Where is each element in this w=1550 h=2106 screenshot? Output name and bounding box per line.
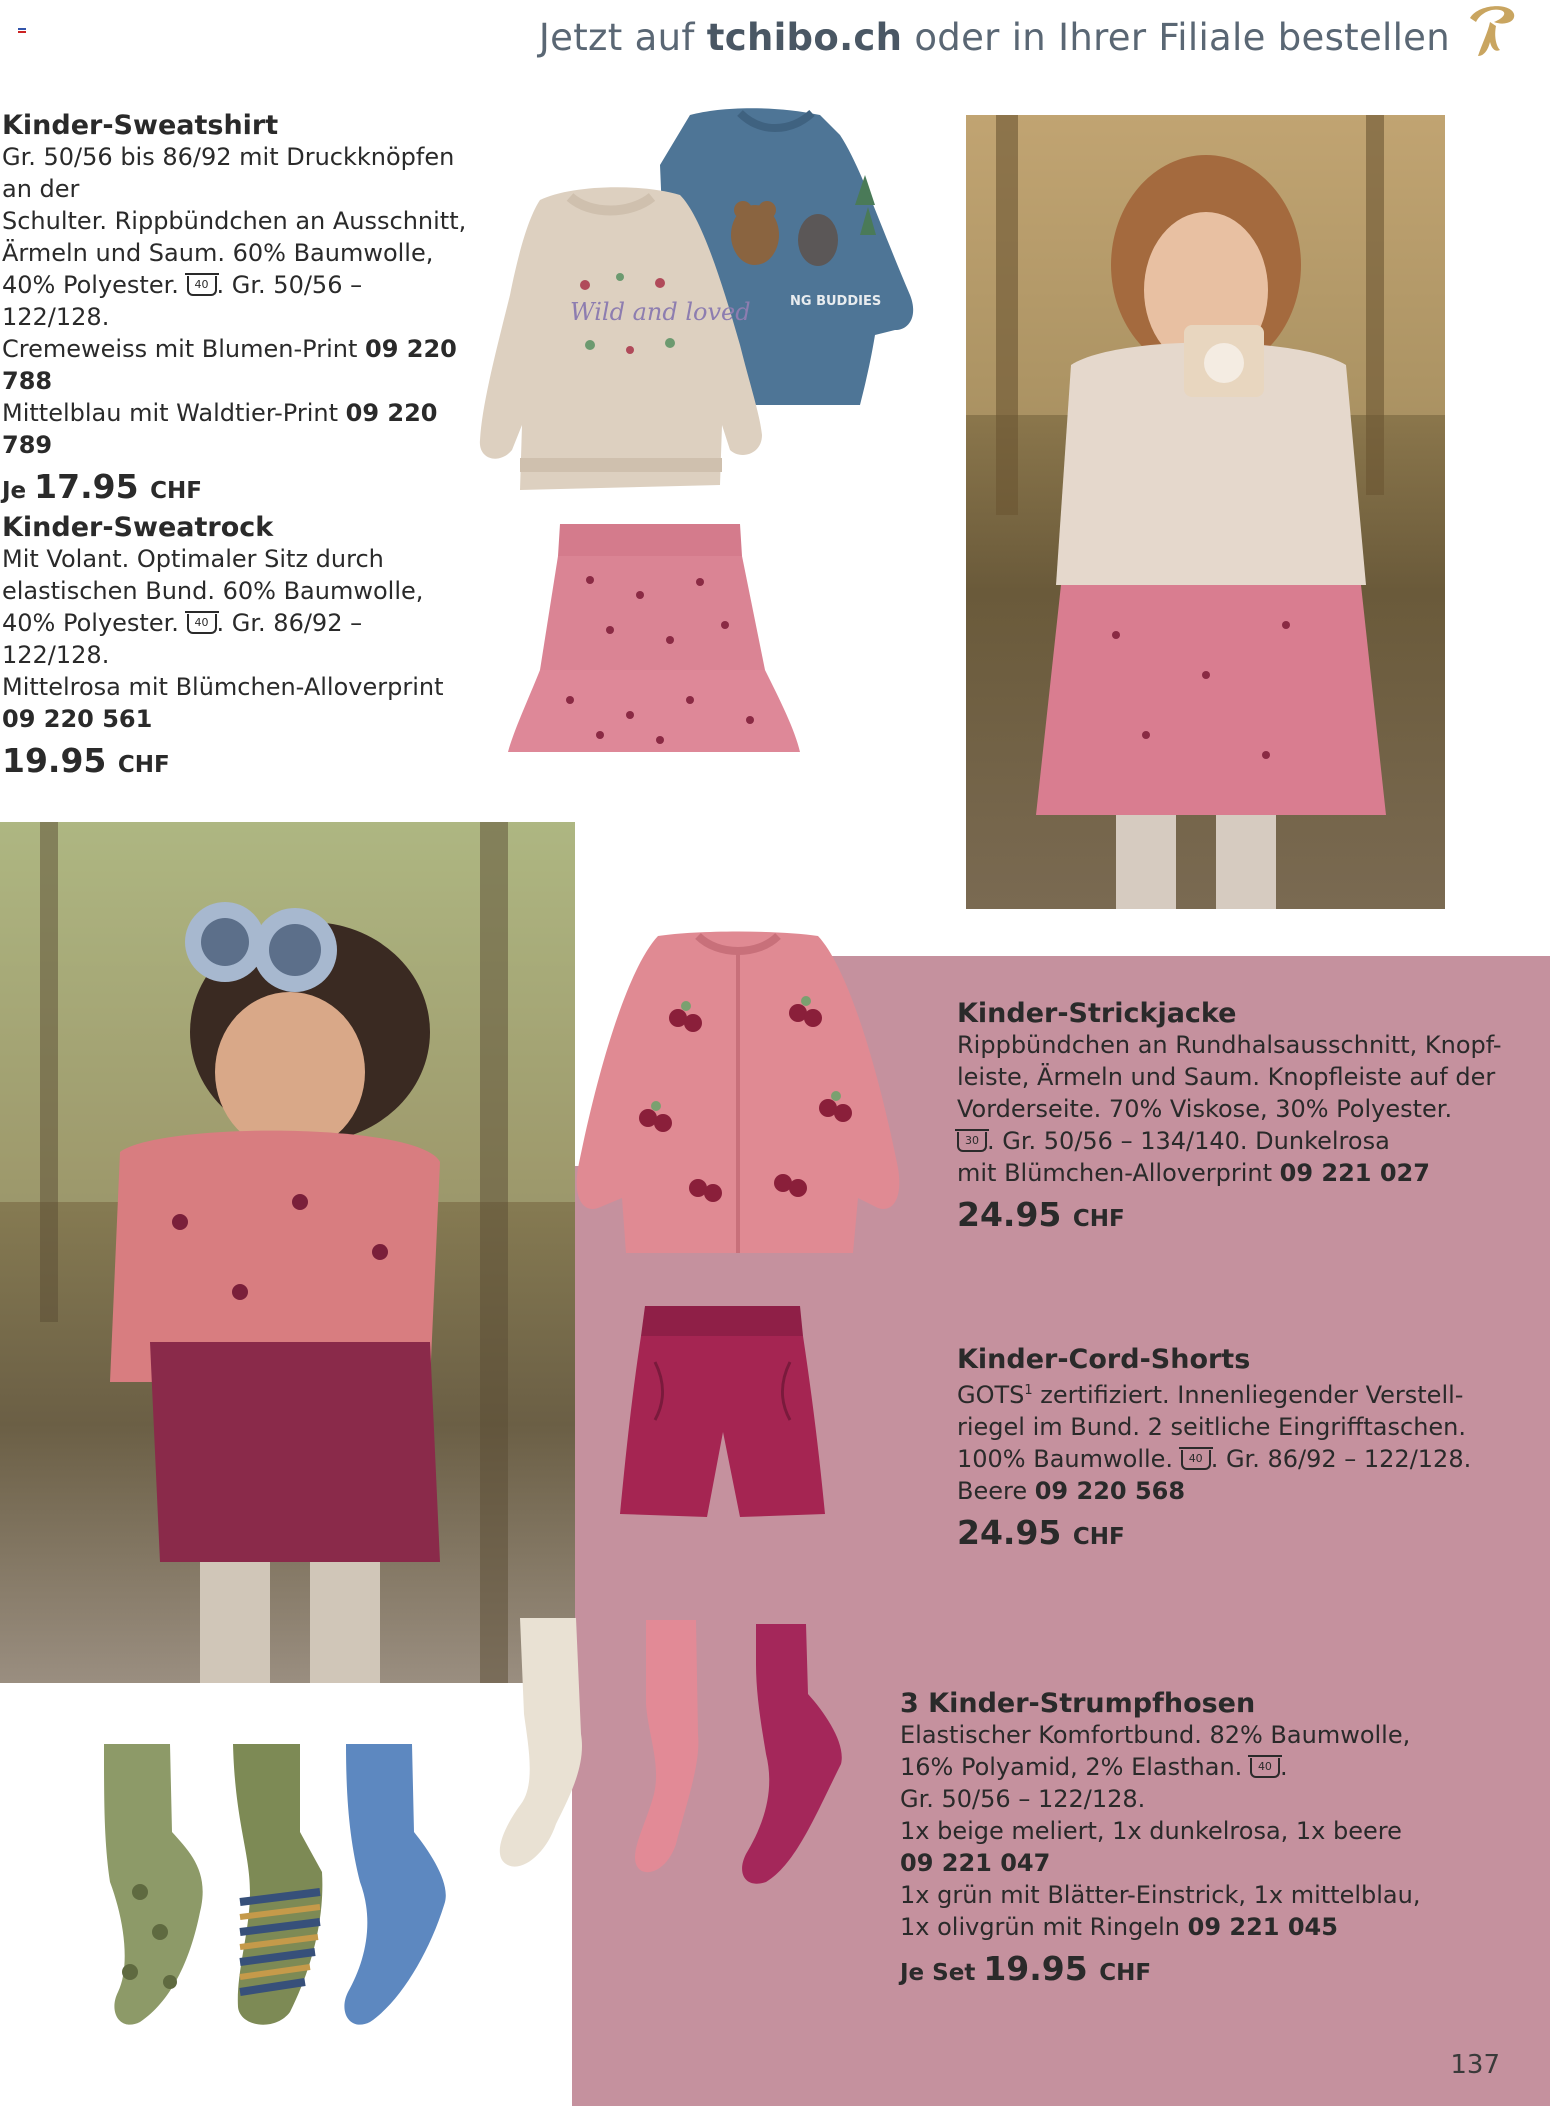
product-price	[2, 741, 472, 780]
price-currency: CHF	[1072, 1524, 1125, 1550]
strumpfhosen-set-2-image[interactable]	[100, 1742, 450, 2032]
strickjacke-product-image[interactable]	[548, 928, 928, 1258]
price-value: 24.95	[957, 1195, 1062, 1234]
product-care-line	[2, 269, 472, 333]
product-variant-line	[2, 397, 472, 461]
sweatshirt-print-front: Wild and loved	[570, 298, 751, 326]
sweatshirt-print-back: NG BUDDIES	[790, 294, 882, 309]
price-value: 24.95	[957, 1513, 1062, 1552]
product-title: Kinder-Sweatshirt	[2, 110, 279, 141]
gots-label: GOTS	[957, 1381, 1025, 1409]
care-pre: 16% Polyamid, 2% Elasthan.	[900, 1753, 1250, 1781]
product-cordshorts	[957, 1344, 1517, 1552]
product-title: Kinder-Sweatrock	[2, 512, 274, 543]
article-number: 09 220 568	[1034, 1477, 1186, 1505]
product-desc-line	[957, 1375, 1517, 1411]
page-number: 137	[1450, 2050, 1500, 2080]
product-care-line	[957, 1125, 1517, 1157]
product-desc-line: Gr. 50/56 – 122/128.	[900, 1785, 1146, 1813]
desc-text: zertifiziert. Innenliegender Verstell-	[1032, 1381, 1464, 1409]
sweatshirt-product-image[interactable]	[440, 105, 995, 500]
flag-icon	[18, 18, 26, 23]
care-post: . Gr. 50/56 – 134/140. Dunkelrosa	[987, 1127, 1390, 1155]
product-desc-line: leiste, Ärmeln und Saum. Knopfleiste auf der	[957, 1063, 1496, 1091]
product-care-line	[957, 1443, 1517, 1475]
variant-label: 1x olivgrün mit Ringeln	[900, 1913, 1188, 1941]
product-desc-line: riegel im Bund. 2 seitliche Eingrifftaschen.	[957, 1413, 1467, 1441]
care-post: .	[1279, 1753, 1288, 1781]
variant-label: Mittelblau mit Waldtier-Print	[2, 399, 346, 427]
price-currency: CHF	[117, 752, 170, 778]
variant-label: mit Blümchen-Alloverprint	[957, 1159, 1280, 1187]
wash-care-icon: 30	[957, 1132, 987, 1152]
header-prefix: Jetzt auf	[538, 16, 707, 59]
product-care-line	[900, 1751, 1520, 1783]
cordshorts-product-image[interactable]	[615, 1302, 830, 1524]
product-variant-line: Mittelrosa mit Blümchen-Alloverprint	[2, 673, 444, 701]
product-title: 3 Kinder-Strumpfhosen	[900, 1688, 1256, 1719]
product-desc-line: Elastischer Komfortbund. 82% Baumwolle,	[900, 1721, 1411, 1749]
variant-label: Beere	[957, 1477, 1035, 1505]
wash-care-icon: 40	[1181, 1450, 1211, 1470]
product-sweatrock	[2, 512, 472, 780]
footnote-marker: 1	[1024, 1383, 1033, 1398]
care-pre: 40% Polyester.	[2, 271, 187, 299]
price-currency: CHF	[1099, 1960, 1152, 1986]
variant-label: Cremeweiss mit Blumen-Print	[2, 335, 365, 363]
wash-care-icon: 40	[187, 276, 217, 296]
product-desc-line: Vorderseite. 70% Viskose, 30% Polyester.	[957, 1095, 1453, 1123]
product-price	[2, 467, 472, 506]
care-post: . Gr. 86/92 – 122/128.	[1210, 1445, 1472, 1473]
article-number: 09 220 561	[2, 705, 153, 733]
product-strumpfhosen	[900, 1688, 1520, 1988]
header-order-text[interactable]	[539, 16, 1450, 59]
tchibo-logo-icon	[1460, 0, 1520, 62]
wash-care-icon: 40	[1250, 1758, 1280, 1778]
care-post: . Gr. 50/56 – 122/128.	[2, 271, 363, 331]
price-value: 19.95	[983, 1949, 1088, 1988]
product-desc-line: Mit Volant. Optimaler Sitz durch	[2, 545, 384, 573]
product-desc-line: Gr. 50/56 bis 86/92 mit Druckknöpfen an der	[2, 143, 455, 203]
product-desc-line: elastischen Bund. 60% Baumwolle,	[2, 577, 424, 605]
header-site-link[interactable]: tchibo.ch	[706, 16, 903, 59]
photo-girl-with-camera[interactable]	[966, 115, 1445, 909]
article-number: 09 220 789	[2, 399, 438, 459]
product-price	[957, 1195, 1517, 1234]
photo-girl-with-binoculars[interactable]	[0, 822, 575, 1683]
product-variant-line: 1x grün mit Blätter-Einstrick, 1x mittelblau,	[900, 1881, 1421, 1909]
article-number: 09 221 045	[1187, 1913, 1338, 1941]
article-number: 09 221 047	[900, 1849, 1051, 1877]
product-variant-line	[900, 1911, 1520, 1943]
product-title: Kinder-Cord-Shorts	[957, 1344, 1251, 1375]
price-value: 17.95	[34, 467, 139, 506]
product-strickjacke	[957, 998, 1517, 1234]
article-number: 09 220 788	[2, 335, 457, 395]
product-desc-line: Ärmeln und Saum. 60% Baumwolle,	[2, 239, 434, 267]
price-prefix: Je	[2, 478, 35, 504]
care-post: . Gr. 86/92 – 122/128.	[2, 609, 363, 669]
product-price	[900, 1949, 1520, 1988]
care-pre: 100% Baumwolle.	[957, 1445, 1181, 1473]
article-number: 09 221 027	[1279, 1159, 1430, 1187]
product-variant-line	[2, 333, 472, 397]
product-title: Kinder-Strickjacke	[957, 998, 1237, 1029]
product-sweatshirt	[2, 110, 472, 506]
product-desc-line: Schulter. Rippbündchen an Ausschnitt,	[2, 207, 467, 235]
header-suffix: oder in Ihrer Filiale bestellen	[902, 16, 1450, 59]
product-price	[957, 1513, 1517, 1552]
product-variant-line	[957, 1157, 1517, 1189]
price-prefix: Je Set	[900, 1960, 984, 1986]
strumpfhosen-set-1-image[interactable]	[476, 1614, 846, 1910]
product-variant-line: 1x beige meliert, 1x dunkelrosa, 1x beere	[900, 1817, 1402, 1845]
price-currency: CHF	[1072, 1206, 1125, 1232]
price-currency: CHF	[150, 478, 202, 504]
price-value: 19.95	[2, 741, 107, 780]
product-desc-line: Rippbündchen an Rundhalsausschnitt, Knopf-	[957, 1031, 1502, 1059]
product-care-line	[2, 607, 472, 671]
care-pre: 40% Polyester.	[2, 609, 187, 637]
wash-care-icon: 40	[187, 614, 217, 634]
product-variant-line	[957, 1475, 1517, 1507]
sweatrock-product-image[interactable]	[500, 520, 810, 765]
